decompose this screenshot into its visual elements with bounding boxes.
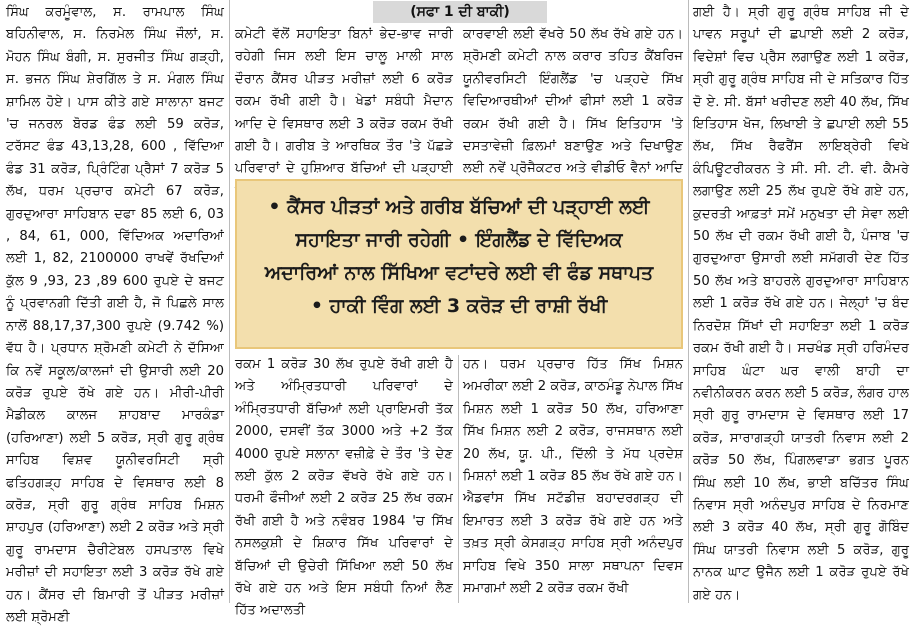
banner-line: ਸਹਾਇਤਾ ਜਾਰੀ ਰਹੇਗੀ • ਇੰਗਲੈਂਡ ਦੇ ਵਿੱਦਿਅਕ — [295, 229, 623, 251]
article-column-3-top — [463, 24, 683, 178]
article-column-4 — [693, 2, 909, 607]
column-divider — [458, 355, 459, 603]
column-text: ਕਾਰਵਾਈ ਲਈ ਵੱਖਰੇ 50 ਲੱਖ ਰੱਖੇ ਗਏ ਹਨ। ਸ਼੍ਰੋਮਣੀ ਕਮੇਟੀ ਨਾਲ ਕਰਾਰ ਤਹਿਤ ਕੈਂਬਰਿਜ ਯੂਨੀਵਰਸਿਟੀ ਇੰਗਲੈਂਡ 'ਚ ਪੜ੍ਹਦੇ ਸਿੱਖ ਵਿਦਿਆਰਥੀਆਂ ਦੀਆਂ ਫੀਸਾਂ ਲਈ 1 ਕਰੋੜ ਰਕਮ ਰੱਖੀ ਗਈ ਹੈ। ਸਿੱਖ ਇਤਿਹਾਸ 'ਤੇ ਦਸਤਾਵੇਜ਼ੀ ਫ਼ਿਲਮਾਂ ਬਣਾਉਣ ਅਤੇ ਦਿਖਾਉਣ ਲਈ ਨਵੇਂ ਪ੍ਰੋਜੈਕਟਰ ਅਤੇ ਵੀਡੀਓ ਵੈਨਾਂ ਆਦਿ — [463, 27, 683, 177]
banner-line: • ਕੈਂਸਰ ਪੀੜਤਾਂ ਅਤੇ ਗਰੀਬ ਬੱਚਿਆਂ ਦੀ ਪੜ੍ਹਾਈ ਲਈ — [268, 196, 650, 218]
column-divider — [229, 0, 230, 603]
continued-header: (ਸਫਾ 1 ਦੀ ਬਾਕੀ) — [373, 1, 547, 23]
article-column-2-top — [235, 24, 453, 178]
banner-line: ਅਦਾਰਿਆਂ ਨਾਲ ਸਿੱਖਿਆ ਵਟਾਂਦਰੇ ਲਈ ਵੀ ਫੰਡ ਸਥਾਪਤ — [264, 262, 654, 284]
article-column-1 — [6, 2, 224, 629]
article-column-3-bottom — [463, 354, 683, 600]
banner-line: • ਹਾਕੀ ਵਿੰਗ ਲਈ 3 ਕਰੋੜ ਦੀ ਰਾਸ਼ੀ ਰੱਖੀ — [310, 295, 608, 317]
column-text: ਸਿੰਘ ਕਰਮੂੰਵਾਲ, ਸ. ਰਾਮਪਾਲ ਸਿੰਘ ਬਹਿਨੀਵਾਲ, ਸ. ਨਿਰਮੇਲ ਸਿੰਘ ਜੌਲਾਂ, ਸ. ਮੋਹਨ ਸਿੰਘ ਬੰਗੀ, ਸ. ਸੁਰਜੀਤ ਸਿੰਘ ਗੜ੍ਹੀ, ਸ. ਭਜਨ ਸਿੰਘ ਸ਼ੇਰਗਿੱਲ ਤੇ ਸ. ਮੰਗਲ ਸਿੰਘ ਸ਼ਾਮਿਲ ਹੋਏ। ਪਾਸ ਕੀਤੇ ਗਏ ਸਾਲਾਨਾ ਬਜਟ 'ਚ ਜਨਰਲ ਬੋਰਡ ਫੰਡ ਲਈ 59 ਕਰੋੜ, ਟਰੱਸਟ ਫੰਡ 43,13,28, 600 , ਵਿੱਦਿਆ ਫੰਡ 31 ਕਰੋੜ, ਪ੍ਰਿੰਟਿੰਗ ਪ੍ਰੈਸਾਂ 7 ਕਰੋੜ 5 ਲੱਖ, ਧਰਮ ਪ੍ਰਚਾਰ ਕਮੇਟੀ 67 ਕਰੋੜ, ਗੁਰਦੁਆਰਾ ਸਾਹਿਬਾਨ ਦਫਾ 85 ਲਈ 6, 03 , 84, 61, 000, ਵਿੱਦਿਅਕ ਅਦਾਰਿਆਂ ਲਈ 1, 82, 2100000 ਰਾਖਵੇਂ ਰੱਖਦਿਆਂ ਕੁੱਲ 9 ,93, 23 ,89 600 ਰੁਪਏ ਦੇ ਬਜਟ ਨੂੰ ਪ੍ਰਵਾਨਗੀ ਦਿੱਤੀ ਗਈ ਹੈ, ਜੋ ਪਿਛਲੇ ਸਾਲ ਨਾਲੋਂ 88,17,37,300 ਰੁਪਏ (9.742 %) ਵੱਧ ਹੈ। ਪ੍ਰਧਾਨ ਸ਼੍ਰੋਮਣੀ ਕਮੇਟੀ ਨੇ ਦੱਸਿਆ ਕਿ ਨਵੇਂ ਸਕੂਲ/ਕਾਲਜਾਂ ਦੀ ਉਸਾਰੀ ਲਈ 20 ਕਰੋੜ ਰੁਪਏ ਰੱਖੇ ਗਏ ਹਨ। ਮੀਰੀ-ਪੀਰੀ ਮੈਡੀਕਲ ਕਾਲਜ ਸ਼ਾਹਬਾਦ ਮਾਰਕੰਡਾ (ਹਰਿਆਣਾ) ਲਈ 5 ਕਰੋੜ, ਸ੍ਰੀ ਗੁਰੂ ਗ੍ਰੰਥ ਸਾਹਿਬ ਵਿਸ਼ਵ ਯੂਨੀਵਰਸਿਟੀ ਸ੍ਰੀ ਫਤਿਹਗੜ੍ਹ ਸਾਹਿਬ ਦੇ ਵਿਸਥਾਰ ਲਈ 8 ਕਰੋੜ, ਸ੍ਰੀ ਗੁਰੂ ਗ੍ਰੰਥ ਸਾਹਿਬ ਮਿਸ਼ਨ ਸ਼ਾਹਪੁਰ (ਹਰਿਆਣਾ) ਲਈ 2 ਕਰੋੜ ਅਤੇ ਸ੍ਰੀ ਗੁਰੂ ਰਾਮਦਾਸ ਚੈਰੀਟੇਬਲ ਹਸਪਤਾਲ ਵਿਖੇ ਮਰੀਜ਼ਾਂ ਦੀ ਸਹਾਇਤਾ ਲਈ 3 ਕਰੋੜ ਰੱਖੇ ਗਏ ਹਨ। ਕੈਂਸਰ ਦੀ ਬਿਮਾਰੀ ਤੋਂ ਪੀੜਤ ਮਰੀਜ਼ਾਂ ਲਈ ਸ਼੍ਰੋਮਣੀ — [6, 5, 224, 625]
highlight-banner — [235, 179, 683, 349]
article-column-2-bottom — [235, 354, 453, 619]
column-text: ਕਮੇਟੀ ਵੱਲੋਂ ਸਹਾਇਤਾ ਬਿਨਾਂ ਭੇਦ-ਭਾਵ ਜਾਰੀ ਰਹੇਗੀ ਜਿਸ ਲਈ ਇਸ ਚਾਲੂ ਮਾਲੀ ਸਾਲ ਦੌਰਾਨ ਕੈਂਸਰ ਪੀੜਤ ਮਰੀਜ਼ਾਂ ਲਈ 6 ਕਰੋੜ ਰਕਮ ਰੱਖੀ ਗਈ ਹੈ। ਖੇਡਾਂ ਸਬੰਧੀ ਮੈਦਾਨ ਆਦਿ ਦੇ ਵਿਸਥਾਰ ਲਈ 3 ਕਰੋੜ ਰਕਮ ਰੱਖੀ ਗਈ ਹੈ। ਗਰੀਬ ਤੇ ਆਰਥਿਕ ਤੌਰ 'ਤੇ ਪੱਛੜੇ ਪਰਿਵਾਰਾਂ ਦੇ ਹੁਸ਼ਿਆਰ ਬੱਚਿਆਂ ਦੀ ਪੜ੍ਹਾਈ — [235, 27, 453, 177]
column-text: ਰਕਮ 1 ਕਰੋੜ 30 ਲੱਖ ਰੁਪਏ ਰੱਖੀ ਗਈ ਹੈ ਅਤੇ ਅੰਮ੍ਰਿਤਧਾਰੀ ਪਰਿਵਾਰਾਂ ਦੇ ਅੰਮ੍ਰਿਤਧਾਰੀ ਬੱਚਿਆਂ ਲਈ ਪ੍ਰਾਇਮਰੀ ਤੱਕ 2000, ਦਸਵੀਂ ਤੱਕ 3000 ਅਤੇ +2 ਤੱਕ 4000 ਰੁਪਏ ਸਲਾਨਾ ਵਜ਼ੀਫ਼ੇ ਦੇ ਤੌਰ 'ਤੇ ਦੇਣ ਲਈ ਕੁੱਲ 2 ਕਰੋੜ ਵੱਖਰੇ ਰੱਖੇ ਗਏ ਹਨ। ਧਰਮੀ ਫੌਜੀਆਂ ਲਈ 2 ਕਰੋੜ 25 ਲੱਖ ਰਕਮ ਰੱਖੀ ਗਈ ਹੈ ਅਤੇ ਨਵੰਬਰ 1984 'ਚ ਸਿੱਖ ਨਸਲਕੁਸ਼ੀ ਦੇ ਸ਼ਿਕਾਰ ਸਿੱਖ ਪਰਿਵਾਰਾਂ ਦੇ ਬੱਚਿਆਂ ਦੀ ਉਚੇਰੀ ਸਿੱਖਿਆ ਲਈ 50 ਲੱਖ ਰੱਖੇ ਗਏ ਹਨ ਅਤੇ ਇਸ ਸਬੰਧੀ ਨਿਆਂ ਲੈਣ ਹਿੱਤ ਅਦਾਲਤੀ — [235, 357, 453, 619]
column-text: ਹਨ। ਧਰਮ ਪ੍ਰਚਾਰ ਹਿੱਤ ਸਿੱਖ ਮਿਸ਼ਨ ਅਮਰੀਕਾ ਲਈ 2 ਕਰੋੜ, ਕਾਠਮੰਡੂ ਨੇਪਾਲ ਸਿੱਖ ਮਿਸ਼ਨ ਲਈ 1 ਕਰੋੜ 50 ਲੱਖ, ਹਰਿਆਣਾ ਸਿੱਖ ਮਿਸ਼ਨ ਲਈ 2 ਕਰੋੜ, ਰਾਜਸਥਾਨ ਲਈ 20 ਲੱਖ, ਯੂ. ਪੀ., ਦਿੱਲੀ ਤੇ ਮੱਧ ਪ੍ਰਦੇਸ਼ ਮਿਸ਼ਨਾਂ ਲਈ 1 ਕਰੋੜ 85 ਲੱਖ ਰੱਖੇ ਗਏ ਹਨ। ਐਡਵਾਂਸ ਸਿੱਖ ਸਟੱਡੀਜ਼ ਬਹਾਦਰਗੜ੍ਹ ਦੀ ਇਮਾਰਤ ਲਈ 3 ਕਰੋੜ ਰੱਖੇ ਗਏ ਹਨ ਅਤੇ ਤਖ਼ਤ ਸ੍ਰੀ ਕੇਸਗੜ੍ਹ ਸਾਹਿਬ ਸ੍ਰੀ ਅਨੰਦਪੁਰ ਸਾਹਿਬ ਵਿਖੇ 350 ਸਾਲਾ ਸਥਾਪਨਾ ਦਿਵਸ ਸਮਾਗਮਾਂ ਲਈ 2 ਕਰੋੜ ਰਕਮ ਰੱਖੀ — [463, 357, 683, 597]
column-text: ਗਈ ਹੈ। ਸ੍ਰੀ ਗੁਰੂ ਗ੍ਰੰਥ ਸਾਹਿਬ ਜੀ ਦੇ ਪਾਵਨ ਸਰੂਪਾਂ ਦੀ ਛਪਾਈ ਲਈ 2 ਕਰੋੜ, ਵਿਦੇਸ਼ਾਂ ਵਿਚ ਪ੍ਰੈਸ ਲਗਾਉਣ ਲਈ 1 ਕਰੋੜ, ਸ੍ਰੀ ਗੁਰੂ ਗ੍ਰੰਥ ਸਾਹਿਬ ਜੀ ਦੇ ਸਤਿਕਾਰ ਹਿੱਤ ਦੋ ਏ. ਸੀ. ਬੱਸਾਂ ਖਰੀਦਣ ਲਈ 40 ਲੱਖ, ਸਿੱਖ ਇਤਿਹਾਸ ਖੋਜ, ਲਿਖਾਈ ਤੇ ਛਪਾਈ ਲਈ 55 ਲੱਖ, ਸਿੱਖ ਰੈਫਰੈਂਸ ਲਾਇਬ੍ਰੇਰੀ ਵਿਖੇ ਕੰਪਿਊਟਰੀਕਰਨ ਤੇ ਸੀ. ਸੀ. ਟੀ. ਵੀ. ਕੈਮਰੇ ਲਗਾਉਣ ਲਈ 25 ਲੱਖ ਰੁਪਏ ਰੱਖੇ ਗਏ ਹਨ, ਕੁਦਰਤੀ ਆਫ਼ਤਾਂ ਸਮੇਂ ਮਨੁਖਤਾ ਦੀ ਸੇਵਾ ਲਈ 50 ਲੱਖ ਦੀ ਰਕਮ ਰੱਖੀ ਗਈ ਹੈ, ਪੰਜਾਬ 'ਚ ਗੁਰਦੁਆਰਾ ਉਸਾਰੀ ਲਈ ਸਮੱਗਰੀ ਦੇਣ ਹਿੱਤ 50 ਲੱਖ ਅਤੇ ਬਾਹਰਲੇ ਗੁਰਦੁਆਰਾ ਸਾਹਿਬਾਨ ਲਈ 1 ਕਰੋੜ ਰੱਖੇ ਗਏ ਹਨ। ਜੇਲ੍ਹਾਂ 'ਚ ਬੰਦ ਨਿਰਦੋਸ਼ ਸਿੱਖਾਂ ਦੀ ਸਹਾਇਤਾ ਲਈ 1 ਕਰੋੜ ਰਕਮ ਰੱਖੀ ਗਈ ਹੈ। ਸਚਖੰਡ ਸ੍ਰੀ ਹਰਿਮੰਦਰ ਸਾਹਿਬ ਘੰਟਾ ਘਰ ਵਾਲੀ ਬਾਹੀ ਦਾ ਨਵੀਨੀਕਰਨ ਕਰਨ ਲਈ 5 ਕਰੋੜ, ਲੰਗਰ ਹਾਲ ਸ੍ਰੀ ਗੁਰੂ ਰਾਮਦਾਸ ਦੇ ਵਿਸਥਾਰ ਲਈ 17 ਕਰੋੜ, ਸਾਰਾਗੜ੍ਹੀ ਯਾਤਰੀ ਨਿਵਾਸ ਲਈ 2 ਕਰੋੜ 50 ਲੱਖ, ਪਿੰਗਲਵਾੜਾ ਭਗਤ ਪੂਰਨ ਸਿੰਘ ਲਈ 10 ਲੱਖ, ਭਾਈ ਬਚਿੱਤਰ ਸਿੰਘ ਨਿਵਾਸ ਸ੍ਰੀ ਅਨੰਦਪੁਰ ਸਾਹਿਬ ਦੇ ਨਿਰਮਾਣ ਲਈ 3 ਕਰੋੜ 40 ਲੱਖ, ਸ੍ਰੀ ਗੁਰੂ ਗੋਬਿੰਦ ਸਿੰਘ ਯਾਤਰੀ ਨਿਵਾਸ ਲਈ 5 ਕਰੋੜ, ਗੁਰੂ ਨਾਨਕ ਘਾਟ ਉਜੈਨ ਲਈ 1 ਕਰੋੜ ਰੁਪਏ ਰੱਖੇ ਗਏ ਹਨ। — [693, 5, 909, 603]
column-divider — [688, 0, 689, 603]
